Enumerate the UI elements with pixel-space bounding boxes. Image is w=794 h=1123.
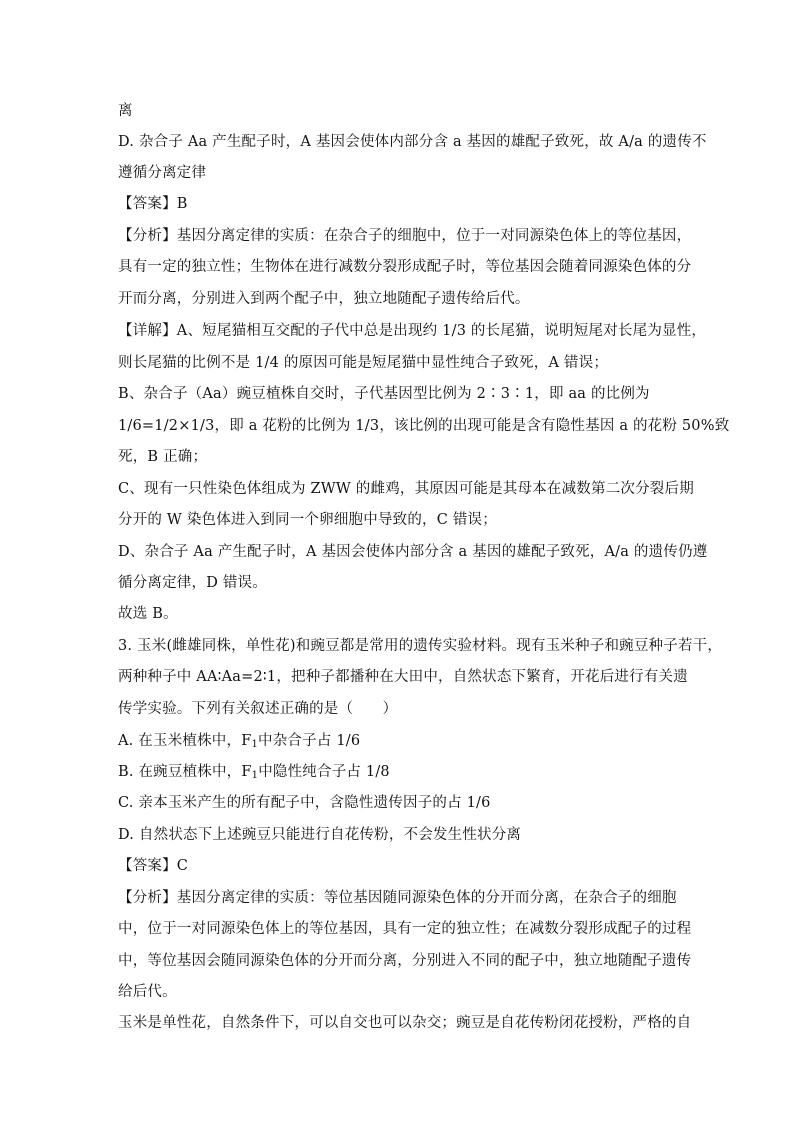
answer-label: 【答案】C: [118, 858, 189, 874]
option-c-line: C. 亲本玉米产生的所有配子中，含隐性遗传因子的占 1/6: [118, 795, 491, 811]
text-line: 传学实验。下列有关叙述正确的是（ ）: [118, 701, 398, 717]
text-line: 两种种子中 AA∶Aa=2∶1，把种子都播种在大田中，自然状态下繁育，开花后进行有关遗: [118, 669, 688, 685]
text-line: 玉米是单性花，自然条件下，可以自交也可以杂交；豌豆是自花传粉闭花授粉，严格的自: [118, 1015, 692, 1031]
option-b-rest: 中隐性纯合子占 1/8: [258, 764, 390, 780]
text-line: 则长尾猫的比例不是 1/4 的原因可能是短尾猫中显性纯合子致死，A 错误；: [118, 355, 609, 371]
option-d-line: D. 杂合子 Aa 产生配子时，A 基因会使体内部分含 a 基因的雄配子致死，故 A/a 的遗传不: [118, 134, 707, 150]
text-line: D、杂合子 Aa 产生配子时，A 基因会使体内部分含 a 基因的雄配子致死，A/a 的遗传仍遵: [118, 544, 708, 560]
subscript: 1: [251, 770, 259, 781]
text-line: 分开的 W 染色体进入到同一个卵细胞中导致的，C 错误；: [118, 512, 497, 528]
option-b-text: B. 在豌豆植株中，F: [118, 764, 252, 780]
subscript: 1: [251, 739, 259, 750]
text-line: 中，等位基因会随同源染色体的分开而分离，分别进入不同的配子中，独立地随配子遗传: [118, 953, 692, 969]
analysis-line: 【分析】基因分离定律的实质：等位基因随同源染色体的分开而分离，在杂合子的细胞: [118, 890, 677, 906]
text-line: 死，B 正确；: [118, 449, 208, 465]
option-b-line: [118, 762, 390, 782]
option-d-line: D. 自然状态下上述豌豆只能进行自花传粉，不会发生性状分离: [118, 827, 522, 843]
text-line: 1/6=1/2×1/3，即 a 花粉的比例为 1/3，该比例的出现可能是含有隐性基因 a 的花粉 50%致: [118, 418, 730, 434]
conclusion-line: 故选 B。: [118, 606, 178, 622]
option-a-line: [118, 731, 360, 751]
text-line: 中，位于一对同源染色体上的等位基因，具有一定的独立性；在减数分裂形成配子的过程: [118, 921, 692, 937]
explanation-line: 【详解】A、短尾猫相互交配的子代中总是出现约 1/3 的长尾猫，说明短尾对长尾为显性，: [118, 323, 707, 339]
text-line: 循分离定律，D 错误。: [118, 575, 267, 591]
question-3-stem: 3. 玉米(雌雄同株，单性花)和豌豆都是常用的遗传实验材料。现有玉米种子和豌豆种子若干，: [118, 638, 723, 654]
option-a-rest: 中杂合子占 1/6: [258, 733, 361, 749]
text-line: B、杂合子（Aa）豌豆植株自交时，子代基因型比例为 2∶3∶1，即 aa 的比例为: [118, 386, 650, 402]
answer-label: 【答案】B: [118, 196, 188, 212]
analysis-line: 【分析】基因分离定律的实质：在杂合子的细胞中，位于一对同源染色体上的等位基因，: [118, 228, 692, 244]
text-line: 给后代。: [118, 984, 177, 1000]
text-line: C、现有一只性染色体组成为 ZWW 的雌鸡，其原因可能是其母本在减数第二次分裂后期: [118, 481, 694, 497]
text-line: 离: [118, 103, 133, 119]
text-line: 开而分离，分别进入到两个配子中，独立地随配子遗传给后代。: [118, 291, 530, 307]
text-line: 具有一定的独立性；生物体在进行减数分裂形成配子时，等位基因会随着同源染色体的分: [118, 259, 692, 275]
text-line: 遵循分离定律: [118, 165, 207, 181]
option-a-text: A. 在玉米植株中，F: [118, 733, 252, 749]
